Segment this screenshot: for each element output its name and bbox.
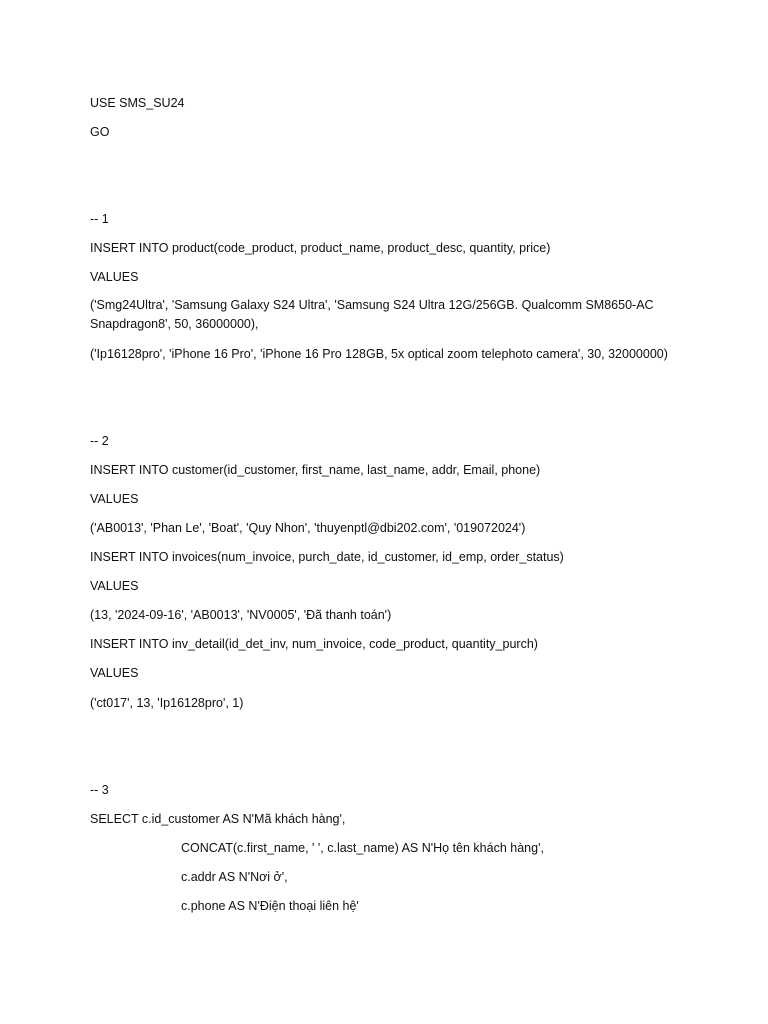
sql-line-values: VALUES [90, 579, 139, 593]
sql-line-go: GO [90, 125, 110, 139]
sql-line-phone: c.phone AS N'Điện thoại liên hệ' [181, 899, 359, 913]
sql-line-values: VALUES [90, 270, 139, 284]
sql-line-addr: c.addr AS N'Nơi ở', [181, 870, 288, 884]
sql-line-inv-detail-row: ('ct017', 13, 'Ip16128pro', 1) [90, 696, 244, 710]
sql-line-insert-invoices: INSERT INTO invoices(num_invoice, purch_date, id_customer, id_emp, order_status) [90, 550, 564, 564]
sql-line-product-row-2: ('Ip16128pro', 'iPhone 16 Pro', 'iPhone 16 Pro 128GB, 5x optical zoom telephoto camera', 30, 32000000) [90, 347, 668, 361]
sql-comment-3: -- 3 [90, 783, 109, 797]
sql-line-use: USE SMS_SU24 [90, 96, 185, 110]
sql-comment-2: -- 2 [90, 434, 109, 448]
sql-line-insert-inv-detail: INSERT INTO inv_detail(id_det_inv, num_invoice, code_product, quantity_purch) [90, 637, 538, 651]
sql-line-product-row-1: ('Smg24Ultra', 'Samsung Galaxy S24 Ultra', 'Samsung S24 Ultra 12G/256GB. Qualcomm SM8650-AC Snapdragon8', 50, 36000000), [90, 298, 654, 331]
sql-line-values: VALUES [90, 666, 139, 680]
sql-line-select: SELECT c.id_customer AS N'Mã khách hàng', [90, 812, 346, 826]
sql-line-insert-customer: INSERT INTO customer(id_customer, first_name, last_name, addr, Email, phone) [90, 463, 541, 477]
sql-comment-1: -- 1 [90, 212, 109, 226]
sql-line-values: VALUES [90, 492, 139, 506]
sql-line-customer-row: ('AB0013', 'Phan Le', 'Boat', 'Quy Nhon', 'thuyenptl@dbi202.com', '019072024') [90, 521, 526, 535]
sql-line-insert-product: INSERT INTO product(code_product, product_name, product_desc, quantity, price) [90, 241, 551, 255]
sql-line-concat: CONCAT(c.first_name, ' ', c.last_name) AS N'Họ tên khách hàng', [181, 841, 544, 855]
sql-line-invoice-row: (13, '2024-09-16', 'AB0013', 'NV0005', 'Đã thanh toán') [90, 608, 392, 622]
